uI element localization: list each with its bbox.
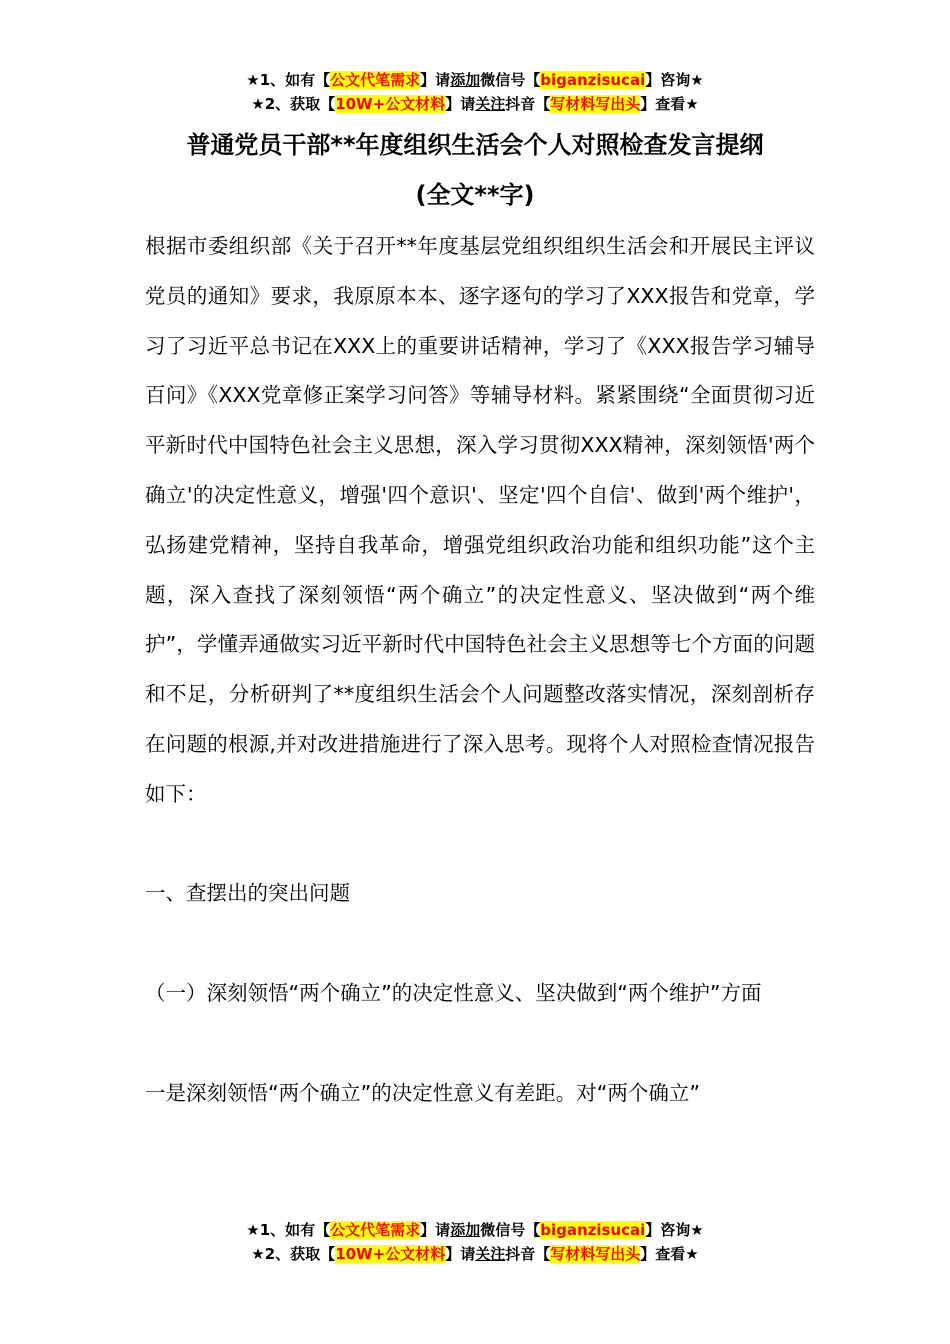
banner-line-1-middle-2: 微信号【 [480,71,541,89]
banner-line-2-middle: 】请 [445,95,476,113]
footer-line-1-emphasis: 添加 [450,1221,481,1239]
footer-line-2-highlight-douyin: 写材料写出头 [550,1245,641,1263]
document-title [0,120,950,220]
spacer [145,820,815,870]
spacer [145,919,815,969]
intro-paragraph: 根据市委组织部《关于召开**年度基层党组织组织生活会和开展民主评议党员的通知》要求，我原原本本、逐字逐句的学习了XXX报告和党章，学习了习近平总书记在XXX上的重要讲话精神，学习了《XXX报告学习辅导百问》《XXX党章修正案学习问答》等辅导材料。紧紧围绕“全面贯彻习近平新时代中国特色社会主义思想，深入学习贯彻XXX精神，深刻领悟'两个确立'的决定性意义，增强'四个意识'、坚定'四个自信'、做到'两个维护'，弘扬建党精神，坚持自我革命，增强党组织政治功能和组织功能”这个主题，深入查找了深刻领悟“两个确立”的决定性意义、坚决做到“两个维护”，学懂弄通做实习近平新时代中国特色社会主义思想等七个方面的问题和不足，分析研判了**度组织生活会个人问题整改落实情况，深刻剖析存在问题的根源,并对改进措施进行了深入思考。现将个人对照检查情况报告如下： [145,234,815,806]
point-paragraph: 一是深刻领悟“两个确立”的决定性意义有差距。对“两个确立” [145,1080,700,1105]
document-title-line-1: 普通党员干部**年度组织生活会个人对照检查发言提纲 [186,131,764,159]
banner-line-2-middle-2: 抖音【 [505,95,551,113]
banner-line-2 [0,92,950,116]
banner-line-2-emphasis: 关注 [475,95,506,113]
subsection-heading: （一）深刻领悟“两个确立”的决定性意义、坚决做到“两个维护”方面 [145,980,762,1005]
footer-line-1-middle-2: 微信号【 [480,1221,541,1239]
spacer [145,1019,815,1069]
footer-line-2-prefix: ★2、获取【 [251,1245,336,1263]
footer-line-1 [0,1218,950,1242]
footer-line-2 [0,1242,950,1266]
banner-line-1-highlight-wechat: biganzisucai [540,71,646,89]
section-heading: 一、查摆出的突出问题 [145,881,350,906]
banner-line-1-prefix: ★1、如有【 [246,71,331,89]
banner-line-1 [0,68,950,92]
banner-line-1-suffix: 】咨询★ [645,71,704,89]
banner-line-1-emphasis: 添加 [450,71,481,89]
footer-line-2-emphasis: 关注 [475,1245,506,1263]
footer-banner [0,1218,950,1266]
banner-line-1-highlight-service: 公文代笔需求 [330,71,421,89]
banner-line-2-highlight-materials: 10W+公文材料 [335,95,446,113]
banner-line-2-highlight-douyin: 写材料写出头 [550,95,641,113]
footer-line-1-highlight-service: 公文代笔需求 [330,1221,421,1239]
footer-line-2-suffix: 】查看★ [640,1245,699,1263]
header-banner [0,68,950,116]
footer-line-2-middle-2: 抖音【 [505,1245,551,1263]
footer-line-2-highlight-materials: 10W+公文材料 [335,1245,446,1263]
footer-line-1-highlight-wechat: biganzisucai [540,1221,646,1239]
banner-line-1-middle: 】请 [420,71,451,89]
footer-line-2-middle: 】请 [445,1245,476,1263]
banner-line-2-suffix: 】查看★ [640,95,699,113]
document-body [145,222,815,1118]
footer-line-1-middle: 】请 [420,1221,451,1239]
footer-line-1-prefix: ★1、如有【 [246,1221,331,1239]
document-title-line-2: (全文**字) [415,181,535,209]
footer-line-1-suffix: 】咨询★ [645,1221,704,1239]
banner-line-2-prefix: ★2、获取【 [251,95,336,113]
